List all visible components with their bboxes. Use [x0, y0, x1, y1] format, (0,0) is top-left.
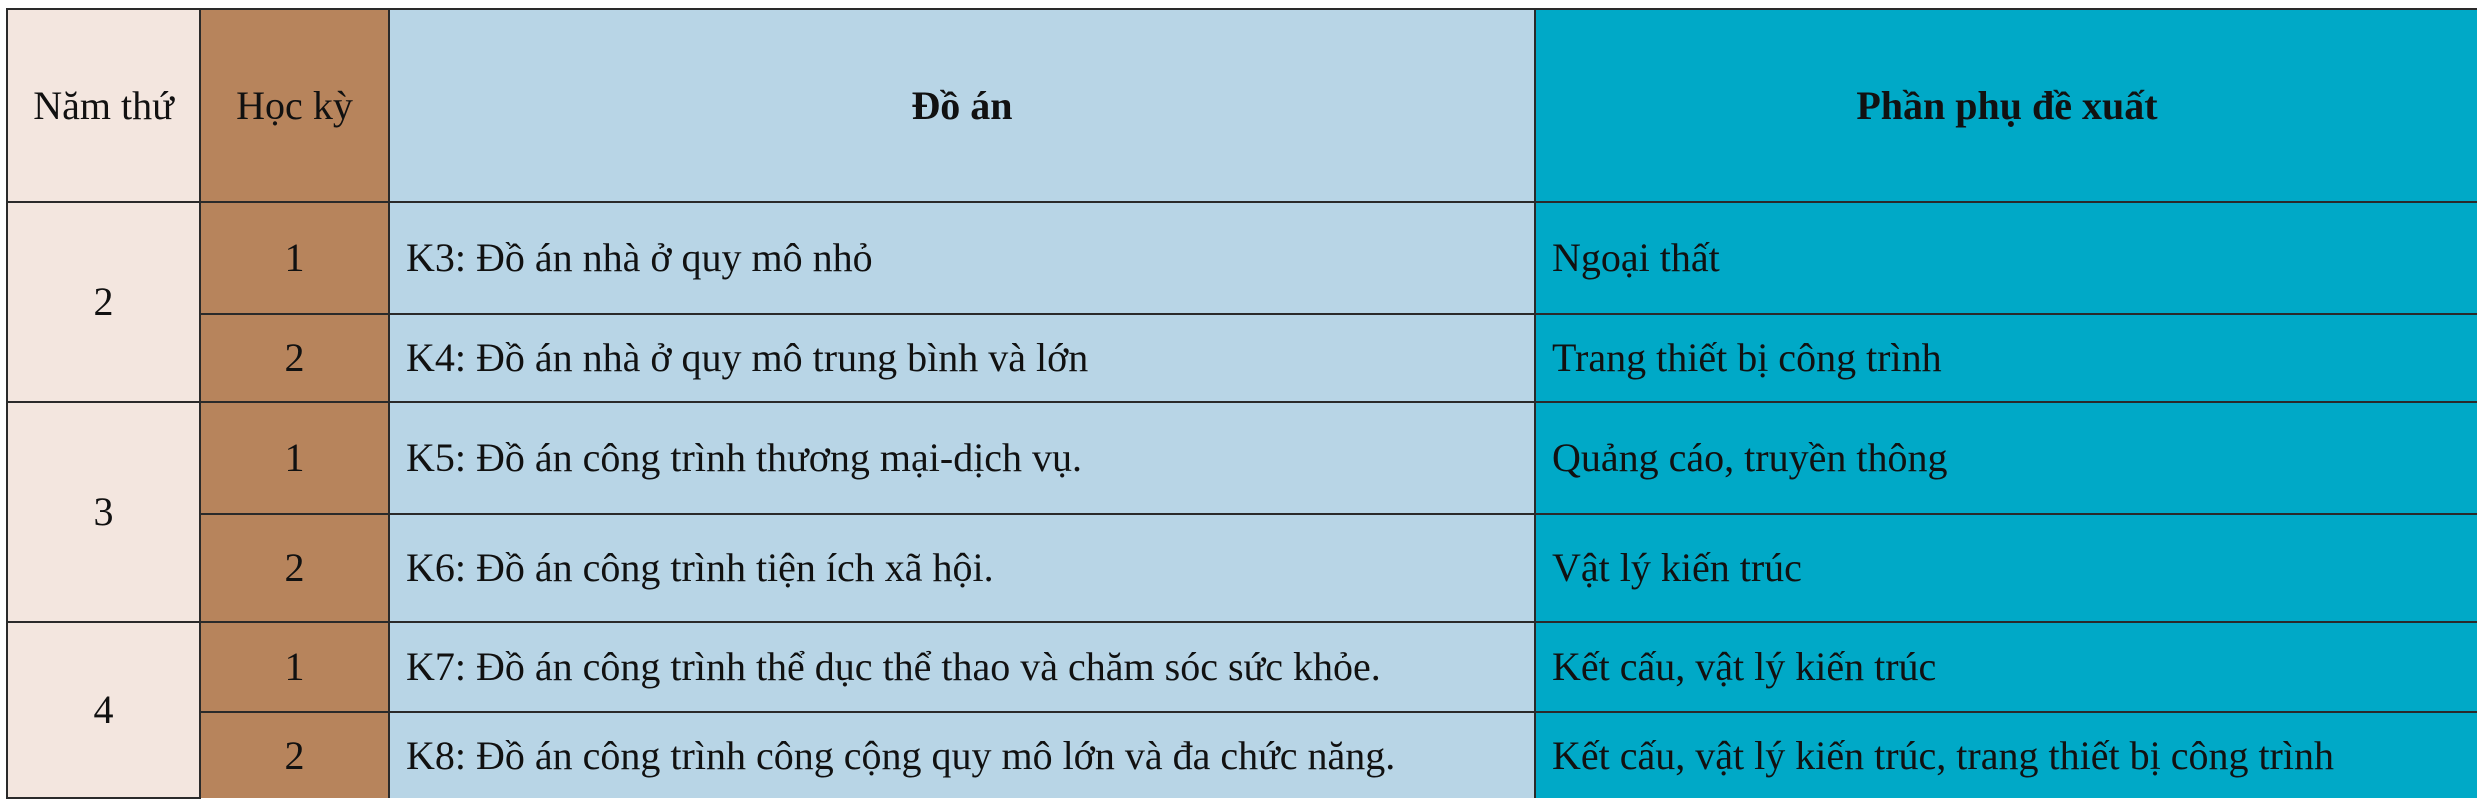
study-plan-table — [6, 8, 2477, 799]
extra-cell: Kết cấu, vật lý kiến trúc — [1535, 622, 2477, 712]
extra-cell: Ngoại thất — [1535, 202, 2477, 314]
project-cell: K8: Đồ án công trình công cộng quy mô lớn và đa chức năng. — [389, 712, 1535, 798]
table-row — [7, 202, 2477, 314]
header-semester: Học kỳ — [200, 9, 389, 202]
table-row — [7, 314, 2477, 402]
project-cell: K5: Đồ án công trình thương mại-dịch vụ. — [389, 402, 1535, 514]
year-cell: 3 — [7, 402, 200, 622]
year-cell: 4 — [7, 622, 200, 798]
project-cell: K3: Đồ án nhà ở quy mô nhỏ — [389, 202, 1535, 314]
table-row — [7, 514, 2477, 622]
semester-cell: 2 — [200, 314, 389, 402]
header-project: Đồ án — [389, 9, 1535, 202]
semester-cell: 2 — [200, 712, 389, 798]
extra-cell: Kết cấu, vật lý kiến trúc, trang thiết bị công trình — [1535, 712, 2477, 798]
table-row — [7, 622, 2477, 712]
year-cell: 2 — [7, 202, 200, 402]
extra-cell: Quảng cáo, truyền thông — [1535, 402, 2477, 514]
extra-cell: Trang thiết bị công trình — [1535, 314, 2477, 402]
table-row — [7, 402, 2477, 514]
semester-cell: 2 — [200, 514, 389, 622]
project-cell: K7: Đồ án công trình thể dục thể thao và chăm sóc sức khỏe. — [389, 622, 1535, 712]
header-year: Năm thứ — [7, 9, 200, 202]
project-cell: K4: Đồ án nhà ở quy mô trung bình và lớn — [389, 314, 1535, 402]
semester-cell: 1 — [200, 622, 389, 712]
header-extra: Phần phụ đề xuất — [1535, 9, 2477, 202]
table-row — [7, 712, 2477, 798]
extra-cell: Vật lý kiến trúc — [1535, 514, 2477, 622]
semester-cell: 1 — [200, 202, 389, 314]
header-row — [7, 9, 2477, 202]
project-cell: K6: Đồ án công trình tiện ích xã hội. — [389, 514, 1535, 622]
semester-cell: 1 — [200, 402, 389, 514]
